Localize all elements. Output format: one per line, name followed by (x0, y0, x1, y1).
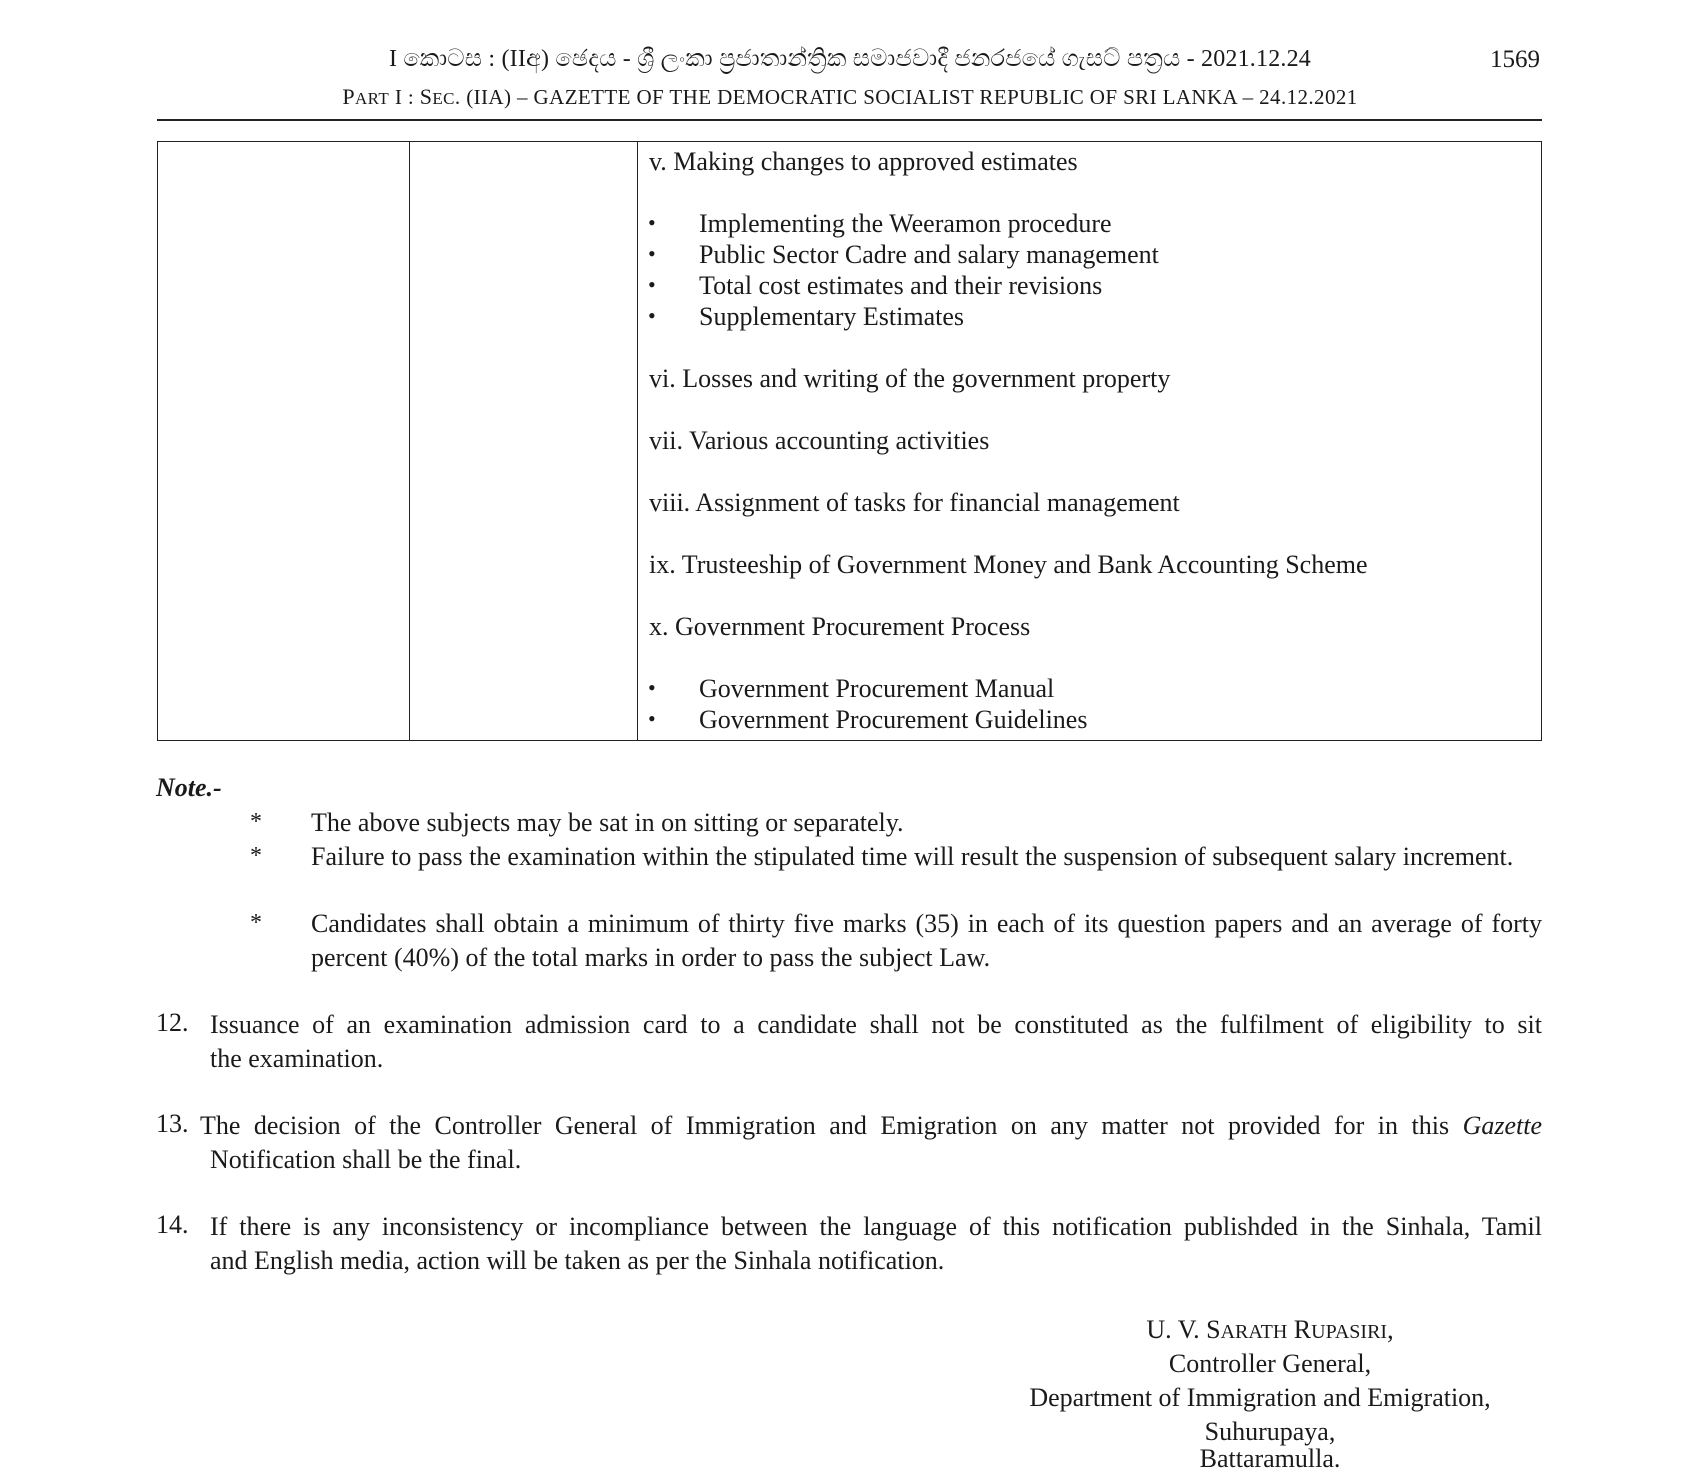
sec-rest: EC (432, 89, 455, 108)
asterisk-icon: * (250, 910, 262, 936)
signatory-comma: , (1387, 1315, 1394, 1344)
table-item-bullet: Government Procurement Manual (699, 674, 1055, 703)
signatory-last-initial: R (1293, 1315, 1312, 1344)
signatory-place-1: Suhurupaya, (1204, 1417, 1336, 1446)
table-item-bullet: Total cost estimates and their revisions (699, 271, 1103, 300)
paragraph-13-line-2: Notification shall be the final. (210, 1145, 522, 1174)
bullet-icon: • (648, 241, 656, 266)
bullet-icon: • (648, 272, 656, 297)
table-column-divider-2 (637, 142, 638, 740)
table-column-divider-1 (409, 142, 410, 740)
gazette-italic: Gazette (1462, 1111, 1542, 1140)
table-item-bullet: Implementing the Weeramon procedure (699, 209, 1112, 238)
note-label: Note.- (156, 773, 222, 802)
table-item-heading-vi: vi. Losses and writing of the government property (649, 364, 1171, 393)
signatory-title: Controller General, (1168, 1349, 1372, 1378)
signatory-name (1010, 1313, 1530, 1349)
signatory-last-rest: UPASIRI (1311, 1321, 1388, 1343)
paragraph-14-line-2: and English media, action will be taken as per the Sinhala notification. (210, 1246, 945, 1275)
signatory-initials: U. V. (1146, 1315, 1207, 1344)
header-title-rest: . (IIA) – GAZETTE OF THE DEMOCRATIC SOCIALIST REPUBLIC OF SRI LANKA – 24.12.2021 (454, 85, 1358, 109)
subjects-table (157, 141, 1542, 741)
table-item-bullet: Supplementary Estimates (699, 302, 965, 331)
bullet-icon: • (648, 303, 656, 328)
table-item-heading-vii: vii. Various accounting activities (649, 426, 990, 455)
table-item-bullet: Public Sector Cadre and salary management (699, 240, 1159, 269)
note-item: The above subjects may be sat in on sitting or separately. (311, 808, 904, 837)
table-item-heading-ix: ix. Trusteeship of Government Money and Bank Accounting Scheme (649, 550, 1368, 579)
paragraph-number: 12. (156, 1008, 189, 1037)
note-item: Failure to pass the examination within the stipulated time will result the suspension of subsequent salary increment. (311, 842, 1514, 871)
gazette-header-sinhala: I කොටස : (IIඅ) ඡෙදය - ශ්‍රී ලංකා ප්‍රජාතාන්ත්‍රික සමාජවාදී ජනරජයේ ගැසට් පත්‍රය - 2021.12.24 (388, 46, 1312, 72)
paragraph-number: 14. (156, 1210, 189, 1239)
paragraph-12-line-2: the examination. (210, 1044, 384, 1073)
note-item: Candidates shall obtain a minimum of thirty five marks (35) in each of its question papers and an average of forty percent (40%) of the total marks in order to pass the subject Law. (311, 909, 1542, 972)
part-rest: ART (354, 89, 390, 108)
signatory-place-2: Battaramulla. (1199, 1444, 1341, 1473)
table-item-bullet: Government Procurement Guidelines (699, 705, 1088, 734)
bullet-icon: • (648, 210, 656, 235)
paragraph-12-line-1: Issuance of an examination admission card to a candidate shall not be constituted as the fulfilment of eligibility to sit (210, 1010, 1542, 1039)
page-number: 1569 (1490, 46, 1540, 73)
header-rule (157, 119, 1542, 121)
table-item-heading-v: v. Making changes to approved estimates (649, 147, 1078, 176)
table-item-heading-viii: viii. Assignment of tasks for financial management (649, 488, 1180, 517)
asterisk-icon: * (250, 809, 262, 835)
part-number: I : (389, 85, 420, 109)
bullet-icon: • (648, 675, 656, 700)
table-item-heading-x: x. Government Procurement Process (649, 612, 1031, 641)
paragraph-14-line-1: If there is any inconsistency or incompliance between the language of this notification publishded in the Sinhala, Tamil (210, 1212, 1542, 1241)
paragraph-13-line-1 (200, 1109, 1542, 1143)
bullet-icon: • (648, 706, 656, 731)
signatory-first-initial: S (1206, 1315, 1221, 1344)
paragraph-13-text: The decision of the Controller General of Immigration and Emigration on any matter not provided for in this (200, 1111, 1463, 1140)
sec-initial: S (419, 84, 433, 109)
paragraph-number: 13. (156, 1109, 189, 1138)
signatory-first-rest: ARATH (1220, 1321, 1288, 1343)
asterisk-icon: * (250, 843, 262, 869)
part-initial: P (342, 84, 355, 109)
gazette-header-english (0, 84, 1700, 110)
signatory-department: Department of Immigration and Emigration, (1029, 1383, 1491, 1412)
